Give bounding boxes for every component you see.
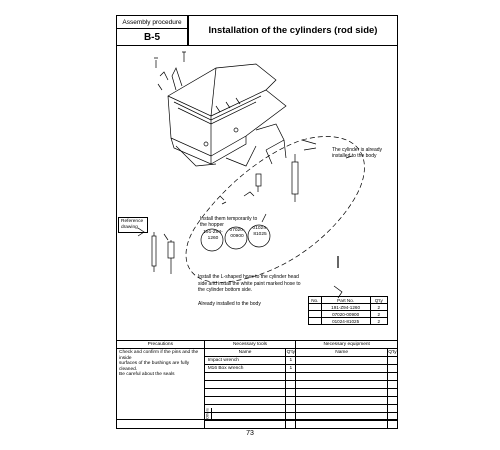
precaution-line-1: Check and confirm if the pins and the inside	[119, 350, 199, 361]
equipment-cell	[387, 357, 397, 365]
parts-table	[308, 296, 388, 325]
parts-no	[309, 318, 322, 325]
already-installed-note: Already installed to the body	[198, 301, 261, 307]
instruction-text	[198, 274, 338, 294]
parts-header-no: No.	[309, 297, 322, 304]
page-number: 73	[246, 430, 254, 437]
others-label: Others	[204, 408, 212, 420]
table-row	[309, 304, 388, 311]
tool-name: Impact wrench	[204, 357, 286, 365]
part-tag-1-line-1: 191-Z94-	[203, 230, 223, 235]
reference-cylinder	[138, 228, 174, 274]
part-tag-3-line-2: 81025	[253, 232, 267, 237]
page-title: Installation of the cylinders (rod side)	[188, 15, 398, 46]
tools-qty-header: Q'ty	[286, 350, 296, 355]
part-tag-1-line-2: 1260	[207, 236, 219, 241]
parts-part-no: 191-Z94-1260	[321, 304, 370, 311]
part-tag-3-line-1: 01024-	[252, 226, 268, 231]
requirements-table	[116, 340, 398, 429]
tool-name: M16 Box wrench	[204, 365, 286, 373]
reference-drawing-label: Reference drawing	[118, 217, 148, 233]
table-row	[309, 318, 388, 325]
parts-qty: 2	[370, 304, 387, 311]
part-tag-3	[248, 226, 272, 238]
part-tag-1	[202, 230, 224, 242]
part-tag-2	[225, 228, 249, 240]
parts-qty: 2	[370, 311, 387, 318]
parts-header-part: Part No.	[321, 297, 370, 304]
hopper-drawing	[154, 52, 286, 166]
callout-install-temporarily: Install them temporarily to the hopper	[200, 216, 258, 228]
precautions-text	[117, 349, 205, 429]
tool-qty: 1	[286, 365, 296, 373]
parts-header-qty: Q'ty	[370, 297, 387, 304]
parts-no	[309, 311, 322, 318]
parts-qty: 2	[370, 318, 387, 325]
part-tag-2-line-1: 07020-	[229, 228, 245, 233]
equipment-title: Necessary equipment	[296, 341, 398, 349]
precautions-title: Precautions	[117, 341, 205, 349]
equipment-cell	[387, 365, 397, 373]
part-tag-2-line-2: 00900	[230, 234, 244, 239]
procedure-code: B-5	[116, 28, 188, 46]
callout-already-installed-body: The cylinder is already installed to the body	[332, 147, 383, 159]
equipment-cell	[296, 365, 388, 373]
tools-title: Necessary tools	[204, 341, 296, 349]
tools-name-header: Name	[204, 349, 286, 357]
equipment-cell	[296, 357, 388, 365]
procedure-label: Assembly procedure	[116, 15, 188, 29]
precaution-line-2: surfaces of the bushings are fully cleaned.	[119, 361, 190, 372]
parts-part-no: 07020-00900	[321, 311, 370, 318]
instruction-line-2: side and install the white paint marked hose to	[198, 280, 301, 287]
precaution-line-3: Be careful about the seals	[119, 372, 175, 378]
table-row	[309, 311, 388, 318]
parts-no	[309, 304, 322, 311]
parts-part-no: 01024-81025	[321, 318, 370, 325]
instruction-line-1: Install the L-shaped hose to the cylinder head	[198, 274, 299, 280]
instruction-line-3: the cylinder bottom side.	[198, 287, 253, 293]
equipment-qty-header: Q'ty	[388, 350, 397, 355]
equipment-name-header: Name	[296, 349, 388, 357]
tool-qty: 1	[286, 357, 296, 365]
